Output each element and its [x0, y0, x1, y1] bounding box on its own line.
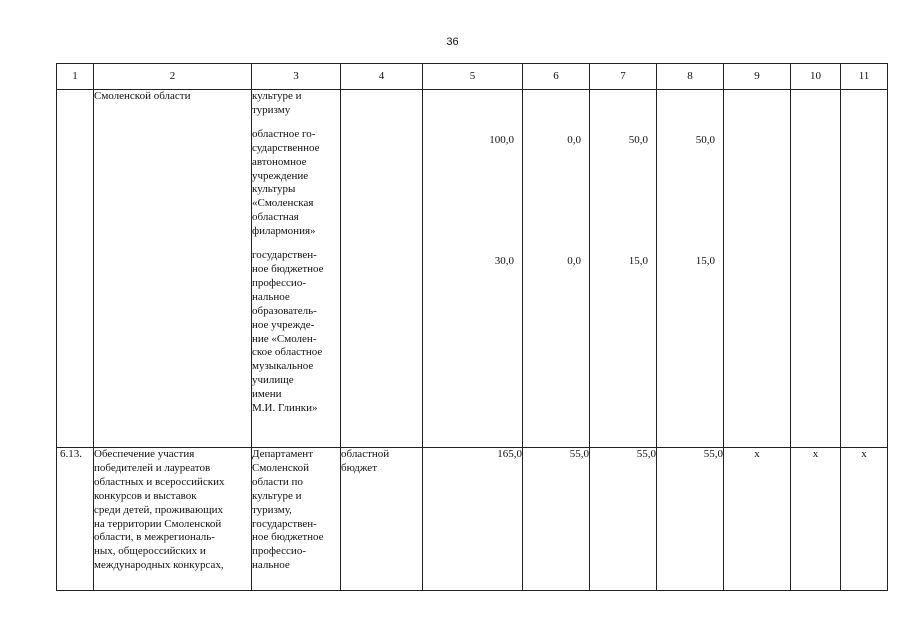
measure-line: победителей и лауреатов	[94, 461, 211, 474]
funding-source-text	[341, 448, 422, 476]
measure-line: ных, общероссийских и	[94, 545, 206, 558]
executor-line: учреждение	[252, 169, 309, 182]
amount-value: 0,0	[567, 255, 581, 268]
measure-line: области, в межрегиональ-	[94, 531, 215, 544]
executor-line: Смоленской	[252, 461, 309, 474]
executor-line: имени	[252, 388, 282, 401]
executor-line: ное учрежде-	[252, 318, 315, 331]
column-number: 7	[590, 64, 657, 90]
executor-line: области по	[252, 475, 303, 488]
measure-text	[94, 448, 251, 573]
column-number: 9	[724, 64, 791, 90]
table-row	[57, 90, 888, 448]
executor-cell	[252, 90, 341, 448]
funding-source-cell	[341, 90, 423, 448]
executor-cell	[252, 448, 341, 591]
value-cell-col5: 165,0	[423, 448, 523, 591]
page-number: 36	[446, 36, 459, 48]
measure-cell	[94, 90, 252, 448]
amount-value: 15,0	[628, 255, 648, 268]
executor-line: музыкальное	[252, 360, 314, 373]
executor-block	[252, 90, 340, 118]
value-cell-col8: 55,0	[657, 448, 724, 591]
executor-line: культуре и	[252, 489, 302, 502]
executor-line: М.И. Глинки»	[252, 402, 318, 415]
measure-text: Смоленской области	[94, 90, 191, 102]
executor-line: училище	[252, 374, 294, 387]
funding-line: областной	[341, 448, 390, 460]
executor-line: автономное	[252, 155, 307, 168]
value-cell-col7: 55,0	[590, 448, 657, 591]
executor-line: областная	[252, 211, 299, 224]
value-cell-col5	[423, 90, 523, 448]
executor-line: туризму,	[252, 503, 292, 516]
executor-line: Департамент	[252, 448, 314, 460]
funding-source-cell	[341, 448, 423, 591]
amount-value: 0,0	[567, 133, 581, 146]
table-row	[57, 448, 888, 591]
value-cell-col9	[724, 90, 791, 448]
column-number: 1	[57, 64, 94, 90]
executor-line: государствен-	[252, 517, 317, 530]
measure-line: Обеспечение участия	[94, 448, 195, 460]
executor-line: ское областное	[252, 346, 323, 359]
measure-line: конкурсов и выставок	[94, 489, 197, 502]
executor-line: профессио-	[252, 276, 306, 289]
executor-line: образователь-	[252, 304, 317, 317]
executor-block	[252, 249, 340, 416]
value-cell-col10: х	[791, 448, 841, 591]
executor-line: государствен-	[252, 249, 317, 262]
executor-line: ное бюджетное	[252, 531, 324, 544]
executor-line: туризму	[252, 103, 291, 116]
value-cell-col6: 55,0	[523, 448, 590, 591]
budget-table	[56, 63, 888, 591]
executor-list	[252, 90, 340, 416]
funding-line: бюджет	[341, 461, 377, 474]
column-number: 11	[841, 64, 888, 90]
executor-text	[252, 448, 340, 573]
column-number: 6	[523, 64, 590, 90]
row-index-cell	[57, 90, 94, 448]
executor-line: культуры	[252, 183, 296, 196]
column-number: 2	[94, 64, 252, 90]
amount-value: 50,0	[695, 133, 715, 146]
measure-cell	[94, 448, 252, 591]
value-cell-col6	[523, 90, 590, 448]
amount-value: 15,0	[695, 255, 715, 268]
column-number: 3	[252, 64, 341, 90]
measure-line: среди детей, проживающих	[94, 503, 224, 516]
executor-block	[252, 128, 340, 239]
value-cell-col9: х	[724, 448, 791, 591]
executor-line: профессио-	[252, 545, 306, 558]
executor-line: культуре и	[252, 90, 302, 102]
executor-line: ное бюджетное	[252, 262, 324, 275]
executor-line: нальное	[252, 290, 290, 303]
table-header-row	[57, 64, 888, 90]
column-number: 10	[791, 64, 841, 90]
amount-value: 50,0	[628, 133, 648, 146]
executor-line: нальное	[252, 559, 290, 572]
executor-line: ние «Смолен-	[252, 332, 317, 345]
value-cell-col11	[841, 90, 888, 448]
measure-line: на территории Смоленской	[94, 517, 222, 530]
executor-line: «Смоленская	[252, 197, 314, 210]
value-cell-col8	[657, 90, 724, 448]
measure-line: международных конкурсах,	[94, 559, 224, 572]
amount-value: 30,0	[494, 255, 514, 268]
column-number: 8	[657, 64, 724, 90]
amount-value: 100,0	[489, 133, 514, 146]
executor-line: сударственное	[252, 141, 320, 154]
value-cell-col10	[791, 90, 841, 448]
executor-line: филармония»	[252, 225, 316, 238]
row-index-cell: 6.13.	[57, 448, 94, 591]
column-number: 5	[423, 64, 523, 90]
value-cell-col7	[590, 90, 657, 448]
measure-line: областных и всероссийских	[94, 475, 225, 488]
value-cell-col11: х	[841, 448, 888, 591]
column-number: 4	[341, 64, 423, 90]
executor-line: областное го-	[252, 127, 316, 140]
